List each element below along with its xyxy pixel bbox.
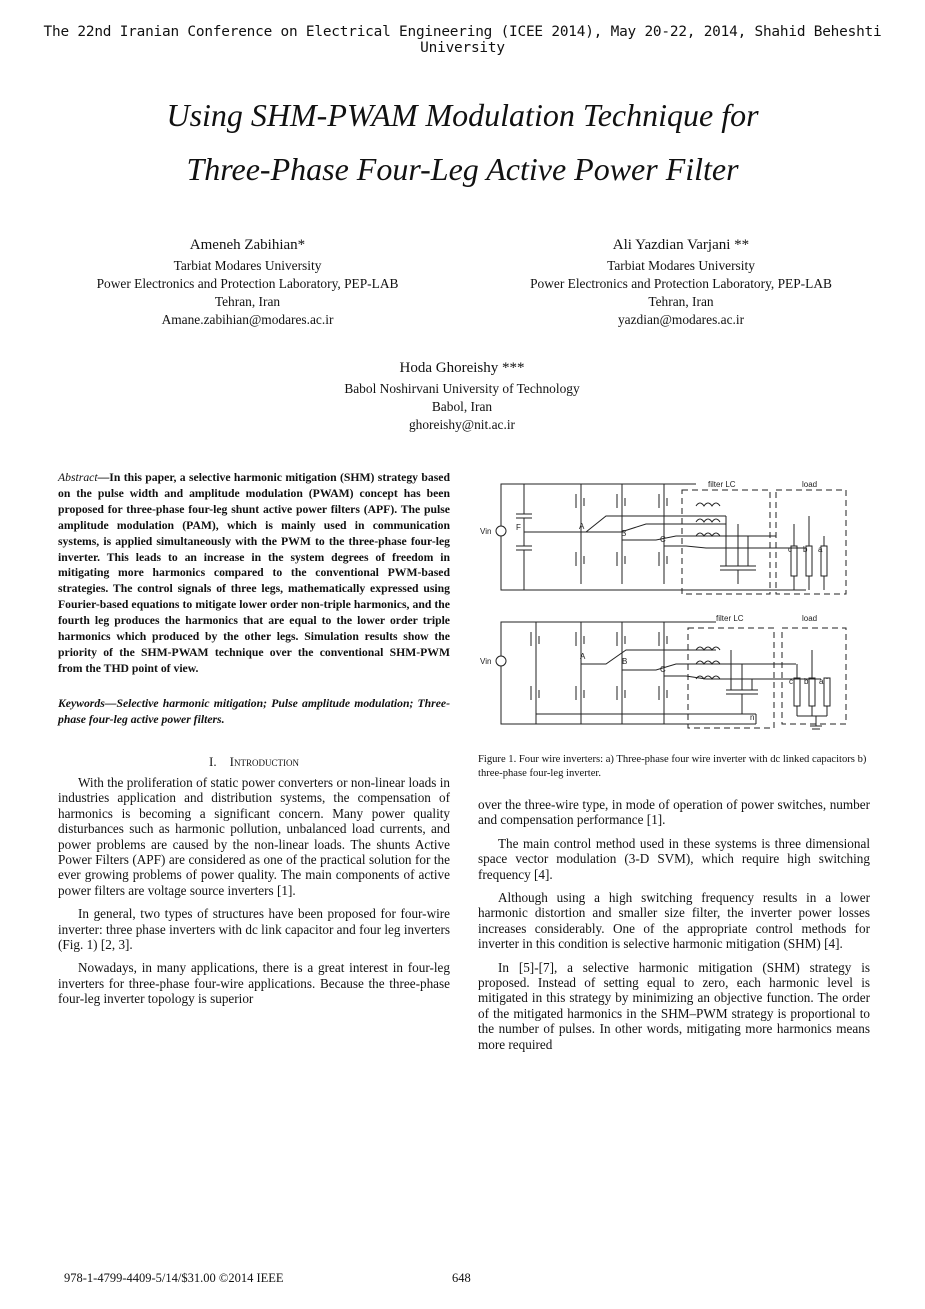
label-load-top: load (802, 480, 818, 489)
label-filter-top: filter LC (708, 480, 736, 489)
author-location: Tehran, Iran (214, 294, 281, 309)
label-vin-a: Vin (480, 527, 492, 536)
abstract-label: Abstract (58, 471, 98, 484)
title-line-2: Three-Phase Four-Leg Active Power Filter (186, 151, 739, 187)
author-name: Ameneh Zabihian* (189, 237, 306, 253)
paragraph: Although using a high switching frequency results in a lower harmonic distortion and smaller size filter, the inverter power losses increases considerably. One of the appropriate control methods for inverter in this condition is selective harmonic mitigation (SHM) [4]. (478, 890, 870, 952)
label-n: n (750, 713, 755, 722)
circuit-b (496, 622, 846, 729)
keywords: Keywords—Selective harmonic mitigation; Pulse amplitude modulation; Three-phase four-leg active power filters. (58, 696, 450, 726)
label-a-bot: A (580, 652, 586, 661)
right-column (478, 797, 870, 1052)
label-load-bot: load (802, 614, 818, 623)
label-a-top: A (579, 522, 585, 531)
abstract (58, 470, 450, 677)
source-b (496, 656, 506, 666)
author-block-3 (262, 359, 662, 434)
paragraph: over the three-wire type, in mode of operation of power switches, number and compensation performance [1]. (478, 797, 870, 828)
label-lb-top: b (803, 545, 808, 554)
footer-page-number: 648 (452, 1271, 471, 1285)
author-block-1 (55, 236, 440, 329)
author-affiliation: Babol Noshirvani University of Technology (344, 381, 580, 396)
paragraph: With the proliferation of static power converters or non-linear loads in industries application and distribution systems, the compensation of harmonics is becoming a significant concern. Many power quality disturbances such as harmonic pollution, unbalanced load currents, and power problems are caused by the non-linear loads. The shunts Active Power Filters (APF) are considered as one of the practical solution for the ever growing problems of power quality. The main components of active power filters are voltage source inverters [1]. (58, 775, 450, 898)
label-b-bot: B (622, 657, 628, 666)
author-email: Amane.zabihian@modares.ac.ir (161, 312, 334, 327)
author-email: ghoreishy@nit.ac.ir (408, 417, 516, 432)
figure-1-circuits (476, 474, 876, 732)
paragraph: In general, two types of structures have been proposed for four-wire inverter: three phase inverters with dc link capacitor and four leg inverters (Fig. 1) [2, 3]. (58, 906, 450, 953)
label-lc-bot: c (789, 677, 793, 686)
author-affiliation: Tarbiat Modares University (607, 258, 755, 273)
author-affiliation: Tarbiat Modares University (173, 258, 322, 273)
label-filter-bot: filter LC (716, 614, 744, 623)
label-c-top: C (660, 535, 666, 544)
label-f: F (516, 523, 521, 532)
paragraph: The main control method used in these systems is three dimensional space vector modulation (3-D SVM), which require high switching frequency [4]. (478, 835, 870, 882)
author-location: Tehran, Iran (648, 294, 714, 309)
label-la-bot: a (819, 677, 824, 686)
circuit-a (496, 484, 846, 594)
author-block-2 (490, 236, 872, 329)
title-line-1: Using SHM-PWAM Modulation Technique for (166, 97, 759, 133)
label-la-top: a (818, 545, 823, 554)
author-name: Hoda Ghoreishy *** (399, 360, 525, 376)
author-lab: Power Electronics and Protection Laboratory, PEP-LAB (96, 276, 399, 291)
label-b-top: B (621, 529, 627, 538)
left-column (58, 470, 450, 1007)
paper-title (60, 88, 865, 196)
section-heading (58, 754, 450, 769)
paragraph: Nowadays, in many applications, there is a great interest in four-leg inverters for three-phase four-wire applications. Because the three-phase four-leg inverter topology is superior (58, 960, 450, 1007)
author-lab: Power Electronics and Protection Laboratory, PEP-LAB (530, 276, 832, 291)
author-location: Babol, Iran (431, 399, 493, 414)
abstract-text: —In this paper, a selective harmonic mitigation (SHM) strategy based on the pulse width and amplitude modulation (PWAM) concept has been proposed for three-phase four-leg shunt active power filters (APF). The pulse amplitude modulation (PAM), which is mainly used in communication systems, is applied simultaneously with the PWM to the three-phase four-leg inverter. This leads to an increase in the system degrees of freedom in mitigating more harmonics compared to the conventional PWM-based strategies. The control signals of three legs, mathematically expressed using Fourier-based equations to mitigate lower order non-triple harmonics, and the fourth leg produces the harmonics that are equal to the lower order triple harmonics which produced by the other legs. Simulation results show the priority of the SHM-PWAM technique over the conventional SHM-PWM from the THD point of view. (58, 471, 450, 675)
source-a (496, 526, 506, 536)
author-email: yazdian@modares.ac.ir (617, 312, 745, 327)
label-c-bot: C (660, 665, 666, 674)
label-lb-bot: b (804, 677, 809, 686)
section-title: Introduction (229, 753, 299, 769)
label-vin-b: Vin (480, 657, 492, 666)
figure-caption: Figure 1. Four wire inverters: a) Three-phase four wire inverter with dc linked capacitors b) three-phase four-leg inverter. (478, 754, 867, 779)
label-lc-top: c (788, 545, 792, 554)
conference-header: The 22nd Iranian Conference on Electrical Engineering (ICEE 2014), May 20-22, 2014, Shahid Beheshti University (43, 24, 882, 56)
footer-isbn: 978-1-4799-4409-5/14/$31.00 ©2014 IEEE (64, 1271, 284, 1285)
section-number: I. (209, 753, 217, 769)
author-name: Ali Yazdian Varjani ** (612, 237, 750, 253)
paragraph: In [5]-[7], a selective harmonic mitigation (SHM) strategy is proposed. Instead of setting equal to zero, each harmonic level is mitigated in this strategy by minimizing an objective function. The order of the mitigated harmonics in the SHM–PWM strategy is proportional to the number of pulses. In other words, mitigating more harmonics means more required (478, 959, 870, 1052)
